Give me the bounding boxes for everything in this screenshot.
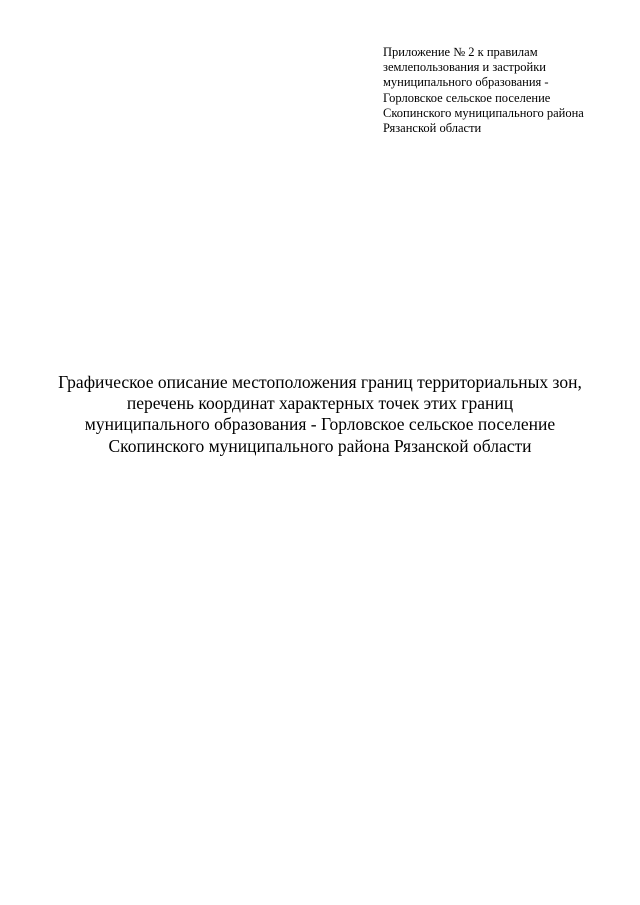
annex-note (383, 45, 623, 136)
title-line: Графическое описание местоположения границ территориальных зон, (58, 372, 582, 392)
title-line: перечень координат характерных точек этих границ (126, 393, 514, 414)
title-line: муниципального образования - Горловское сельское поселение (84, 414, 556, 435)
annex-line: муниципального образования - (383, 75, 549, 90)
annex-line: Рязанской области (383, 121, 482, 136)
annex-line: Горловское сельское поселение (383, 90, 551, 105)
annex-line: Приложение № 2 к правилам (383, 45, 538, 59)
title-line: Скопинского муниципального района Рязанской области (108, 435, 532, 456)
annex-line: землепользования и застройки (383, 60, 546, 75)
annex-line: Скопинского муниципального района (383, 105, 584, 120)
document-title (0, 372, 640, 457)
